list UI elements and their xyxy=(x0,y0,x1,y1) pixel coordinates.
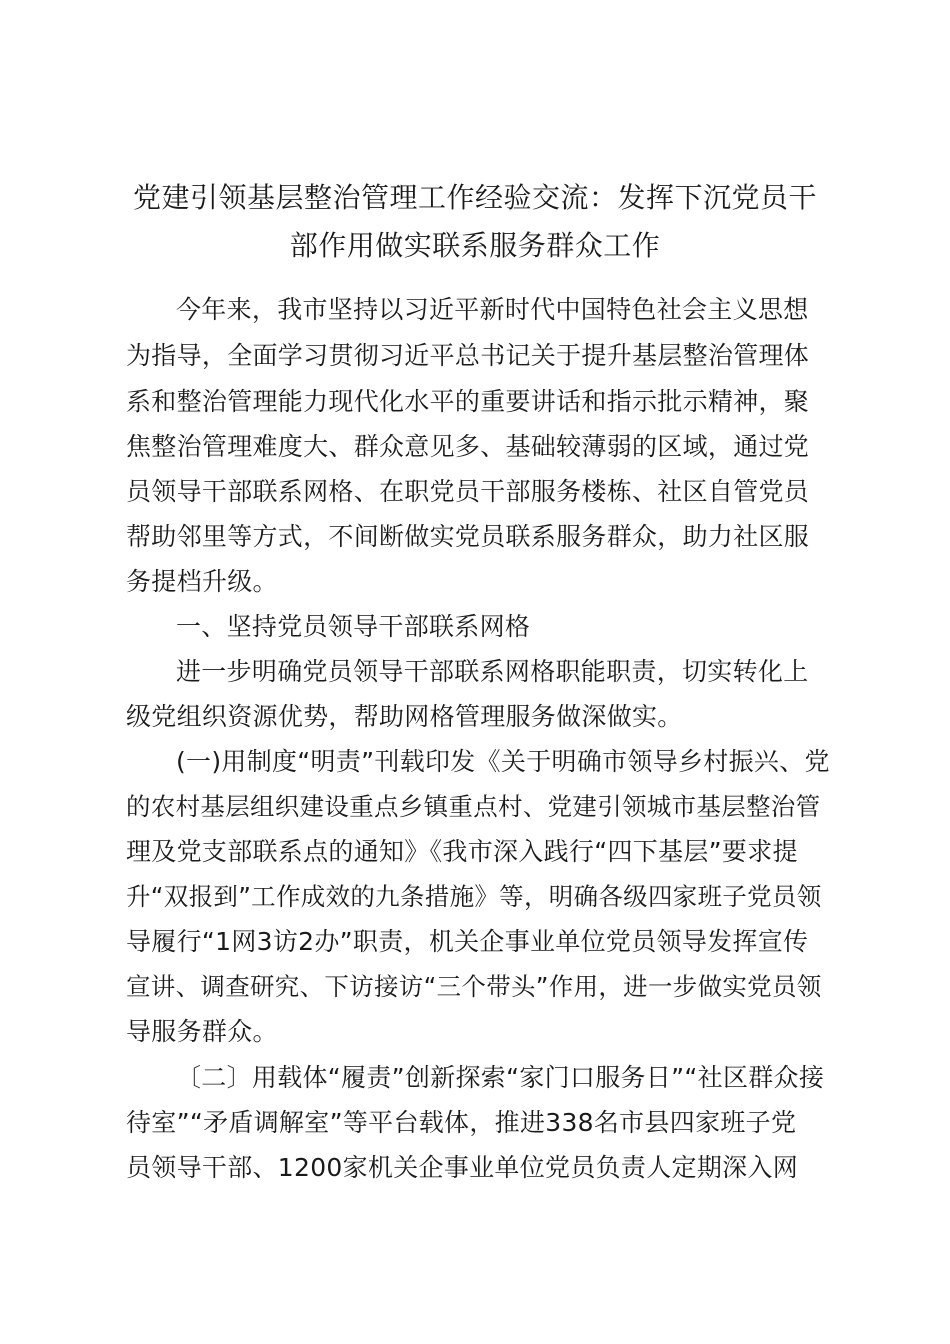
body-line-11: (一)用制度“明责”刊载印发《关于明确市领导乡村振兴、党 xyxy=(176,747,830,776)
body-line-20: 员领导干部、1200家机关企事业单位党员负责人定期深入网 xyxy=(126,1153,799,1182)
document-title-line-2: 部作用做实联系服务群众工作 xyxy=(289,229,661,262)
body-line-16: 宣讲、调查研究、下访接访“三个带头”作用，进一步做实党员领 xyxy=(126,972,822,1001)
body-line-7: 务提档升级。 xyxy=(126,567,278,596)
document-title-line-1: 党建引领基层整治管理工作经验交流：发挥下沉党员干 xyxy=(132,181,817,214)
body-line-1: 今年来，我市坚持以习近平新时代中国特色社会主义思想 xyxy=(176,295,809,324)
body-line-6: 帮助邻里等方式，不间断做实党员联系服务群众，助力社区服 xyxy=(126,522,810,551)
section-heading-1: 一、坚持党员领导干部联系网格 xyxy=(176,612,531,641)
body-line-5: 员领导干部联系网格、在职党员干部服务楼栋、社区自管党员 xyxy=(126,477,810,506)
body-line-9: 进一步明确党员领导干部联系网格职能职责，切实转化上 xyxy=(176,657,809,686)
body-line-14: 升“双报到”工作成效的九条措施》等，明确各级四家班子党员领 xyxy=(126,882,822,911)
body-line-4: 焦整治管理难度大、群众意见多、基础较薄弱的区域，通过党 xyxy=(126,432,810,461)
body-line-18: 〔二〕用载体“履责”创新探索“家门口服务日”“社区群众接 xyxy=(176,1063,825,1092)
body-line-3: 系和整治管理能力现代化水平的重要讲话和指示批示精神，聚 xyxy=(126,387,810,416)
body-line-12: 的农村基层组织建设重点乡镇重点村、党建引领城市基层整治管 xyxy=(126,792,821,821)
body-line-13: 理及党支部联系点的通知》《我市深入践行“四下基层”要求提 xyxy=(126,837,798,866)
body-line-17: 导服务群众。 xyxy=(126,1017,278,1046)
body-line-19: 待室”“矛盾调解室”等平台载体，推进338名市县四家班子党 xyxy=(126,1108,797,1137)
body-line-15: 导履行“1网3访2办”职责，机关企事业单位党员领导发挥宣传 xyxy=(126,927,809,956)
body-line-10: 级党组织资源优势，帮助网格管理服务做深做实。 xyxy=(126,702,683,731)
body-line-2: 为指导，全面学习贯彻习近平总书记关于提升基层整治管理体 xyxy=(126,341,810,370)
